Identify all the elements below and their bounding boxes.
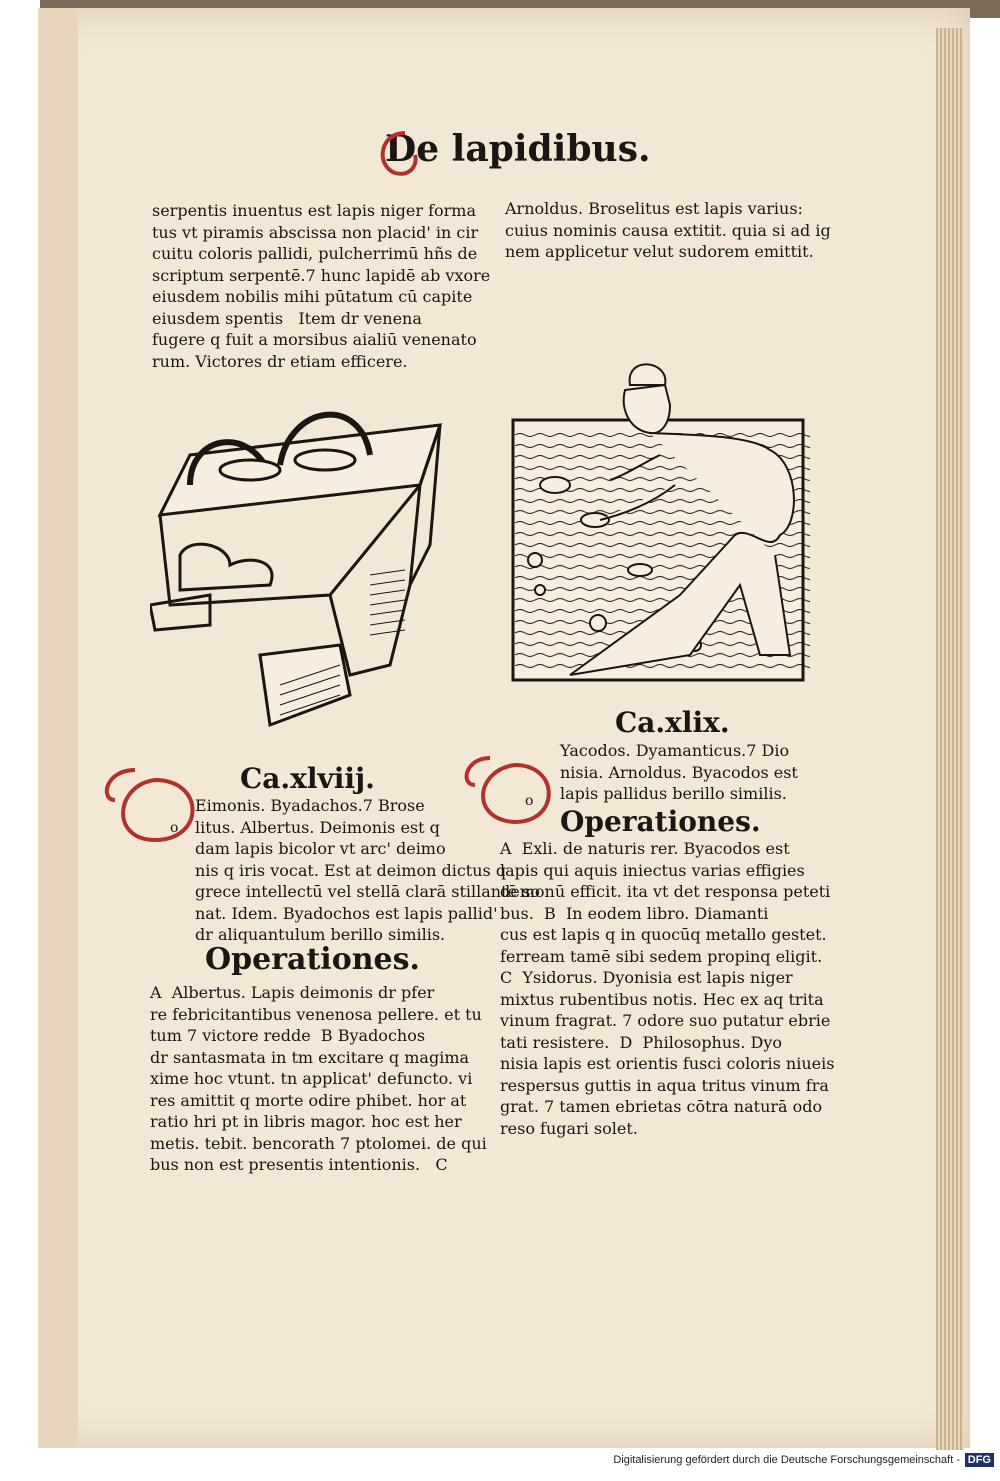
text-line: bus non est presentis intentionis. C [150, 1155, 448, 1174]
text-line: nem applicetur velut sudorem emittit. [505, 242, 814, 261]
text-line: ferream tamē sibi sedem propinq eligit. [500, 946, 823, 966]
left-page-edge [38, 8, 78, 1448]
text-line: dr aliquantulum berillo similis. [195, 925, 446, 944]
text-line: respersus guttis in aqua tritus vinum fra [500, 1075, 829, 1095]
text-line: eiusdem nobilis mihi pūtatum cū capite [152, 287, 473, 306]
text-line: xime hoc vtunt. tn applicat' defuncto. vi [150, 1069, 473, 1088]
text-line: fugere q fuit a morsibus aialiū venenato [152, 330, 477, 349]
dfg-logo: DFG [965, 1453, 994, 1467]
text-line: scriptum serpentē.7 hunc lapidē ab vxore [152, 265, 491, 285]
text-line: mixtus rubentibus notis. Hec ex aq trita [500, 989, 824, 1009]
text-line: dam lapis bicolor vt arc' deimo [195, 839, 446, 858]
title-initial-flourish [370, 125, 430, 185]
text-line: Eimonis. Byadachos.7 Brose [195, 796, 425, 815]
text-line: litus. Albertus. Deimonis est q [195, 817, 440, 837]
text-line: Yacodos. Dyamanticus.7 Dio [560, 741, 790, 760]
text-line: A Exli. de naturis rer. Byacodos est [500, 839, 790, 858]
text-line: lapis qui aquis iniectus varias effigies [500, 860, 805, 880]
text-line: eiusdem spentis Item dr venena [152, 308, 422, 328]
page-edges [936, 28, 964, 1458]
text-line: nat. Idem. Byadochos est lapis pallid' [195, 903, 498, 923]
svg-text:o: o [525, 793, 534, 809]
text-line: vinum fragrat. 7 odore suo putatur ebrie [500, 1011, 831, 1030]
woodcut-stone-table-illustration [150, 395, 460, 735]
text-line: rum. Victores dr etiam efficere. [152, 351, 408, 371]
text-line: re febricitantibus venenosa pellere. et tu [150, 1004, 482, 1024]
text-line: demonū efficit. ita vt det responsa peteti [500, 882, 831, 901]
text-line: serpentis inuentus est lapis niger forma [152, 201, 477, 220]
text-line: cuius nominis causa extitit. quia si ad ig [505, 220, 831, 240]
text-line: nisia lapis est orientis fusci coloris niueis [500, 1054, 835, 1073]
text-line: grece intellectū vel stellā clarā stillantē so [195, 882, 540, 901]
text-line: bus. B In eodem libro. Diamanti [500, 903, 769, 923]
text-line: nisia. Arnoldus. Byacodos est [560, 762, 798, 782]
woodcut-man-gathering-stones-illustration [510, 355, 810, 685]
text-line: A Albertus. Lapis deimonis dr pfer [150, 983, 435, 1002]
text-line: tati resistere. D Philosophus. Dyo [500, 1032, 783, 1052]
text-line: cuitu coloris pallidi, pulcherrimū hñs de [152, 244, 478, 263]
text-line: reso fugari solet. [500, 1118, 638, 1138]
text-line: res amittit q morte odire phibet. hor at [150, 1090, 467, 1110]
text-line: metis. tebit. bencorath 7 ptolomei. de qui [150, 1133, 487, 1153]
text-line: C Ysidorus. Dyonisia est lapis niger [500, 968, 793, 987]
chapter-48-operationes-heading: Operationes. [205, 942, 420, 977]
text-line: dr santasmata in tm excitare q magima [150, 1047, 470, 1067]
text-line: Arnoldus. Broselitus est lapis varius: [505, 199, 803, 218]
chapter-49-heading: Ca.xlix. [615, 706, 730, 739]
text-line: grat. 7 tamen ebrietas cōtra naturā odo [500, 1097, 823, 1116]
text-line: tum 7 victore redde B Byadochos [150, 1026, 426, 1045]
text-line: cus est lapis q in quocūq metallo gestet. [500, 925, 827, 944]
footer-funding-note: Digitalisierung gefördert durch die Deutsche Forschungsgemeinschaft - [613, 1454, 960, 1466]
text-line: ratio hri pt in libris magor. hoc est her [150, 1112, 462, 1131]
text-line: tus vt piramis abscissa non placid' in cir [152, 222, 479, 242]
text-line: lapis pallidus berillo similis. [560, 784, 787, 803]
svg-text:o: o [170, 820, 179, 836]
chapter-49-operationes-heading: Operationes. [560, 805, 761, 838]
text-line: nis q iris vocat. Est at deimon dictus q [195, 860, 507, 880]
chapter-48-heading: Ca.xlviij. [240, 762, 375, 795]
page-title: De lapidibus. [385, 128, 651, 170]
